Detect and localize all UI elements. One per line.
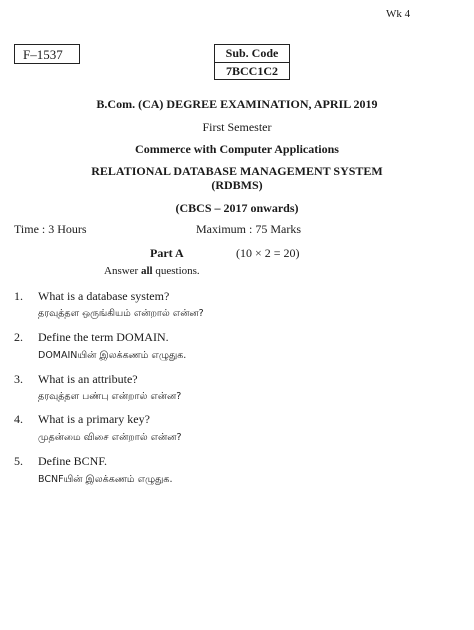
maximum-marks: Maximum : 75 Marks xyxy=(196,222,301,236)
sub-code-box xyxy=(214,44,290,80)
question-tamil: BCNFயின் இலக்கணம் எழுதுக. xyxy=(38,474,173,485)
part-title: Part A xyxy=(150,246,184,260)
subject-title: RELATIONAL DATABASE MANAGEMENT SYSTEM xyxy=(91,164,383,178)
question-number: 5. xyxy=(14,454,23,468)
question-english: What is a database system? xyxy=(38,289,170,303)
question-number: 3. xyxy=(14,372,23,386)
question-english: What is a primary key? xyxy=(38,412,150,426)
instruction-prefix: Answer xyxy=(104,265,141,277)
question-number: 4. xyxy=(14,412,23,426)
semester: First Semester xyxy=(202,120,272,134)
question-tamil: தரவுத்தள பண்பு என்றால் என்ன? xyxy=(38,391,182,402)
question-number: 2. xyxy=(14,330,23,344)
paper-code-box xyxy=(14,44,80,64)
question-tamil: தரவுத்தள ஒருங்கியம் என்றால் என்ன? xyxy=(38,308,204,319)
instruction-emphasis: all xyxy=(140,265,153,277)
corner-tag: Wk 4 xyxy=(386,8,411,20)
sub-code-label: Sub. Code xyxy=(215,45,289,63)
question-english: What is an attribute? xyxy=(38,372,138,386)
scheme: (CBCS – 2017 onwards) xyxy=(175,201,299,215)
question-number: 1. xyxy=(14,289,23,303)
exam-title: B.Com. (CA) DEGREE EXAMINATION, APRIL 2019 xyxy=(96,97,378,111)
subject-abbrev: (RDBMS) xyxy=(211,178,263,192)
question-english: Define BCNF. xyxy=(38,454,108,468)
question-tamil: முதன்மை விசை என்றால் என்ன? xyxy=(38,432,182,443)
part-marks: (10 × 2 = 20) xyxy=(236,246,300,260)
time-allowed: Time : 3 Hours xyxy=(14,222,87,236)
question-english: Define the term DOMAIN. xyxy=(38,330,169,344)
sub-code-value: 7BCC1C2 xyxy=(225,64,278,78)
program: Commerce with Computer Applications xyxy=(135,142,339,156)
instruction xyxy=(104,265,200,277)
instruction-suffix: questions. xyxy=(152,265,200,277)
question-tamil: DOMAINயின் இலக்கணம் எழுதுக. xyxy=(38,350,187,361)
paper-code: F–1537 xyxy=(23,47,63,62)
